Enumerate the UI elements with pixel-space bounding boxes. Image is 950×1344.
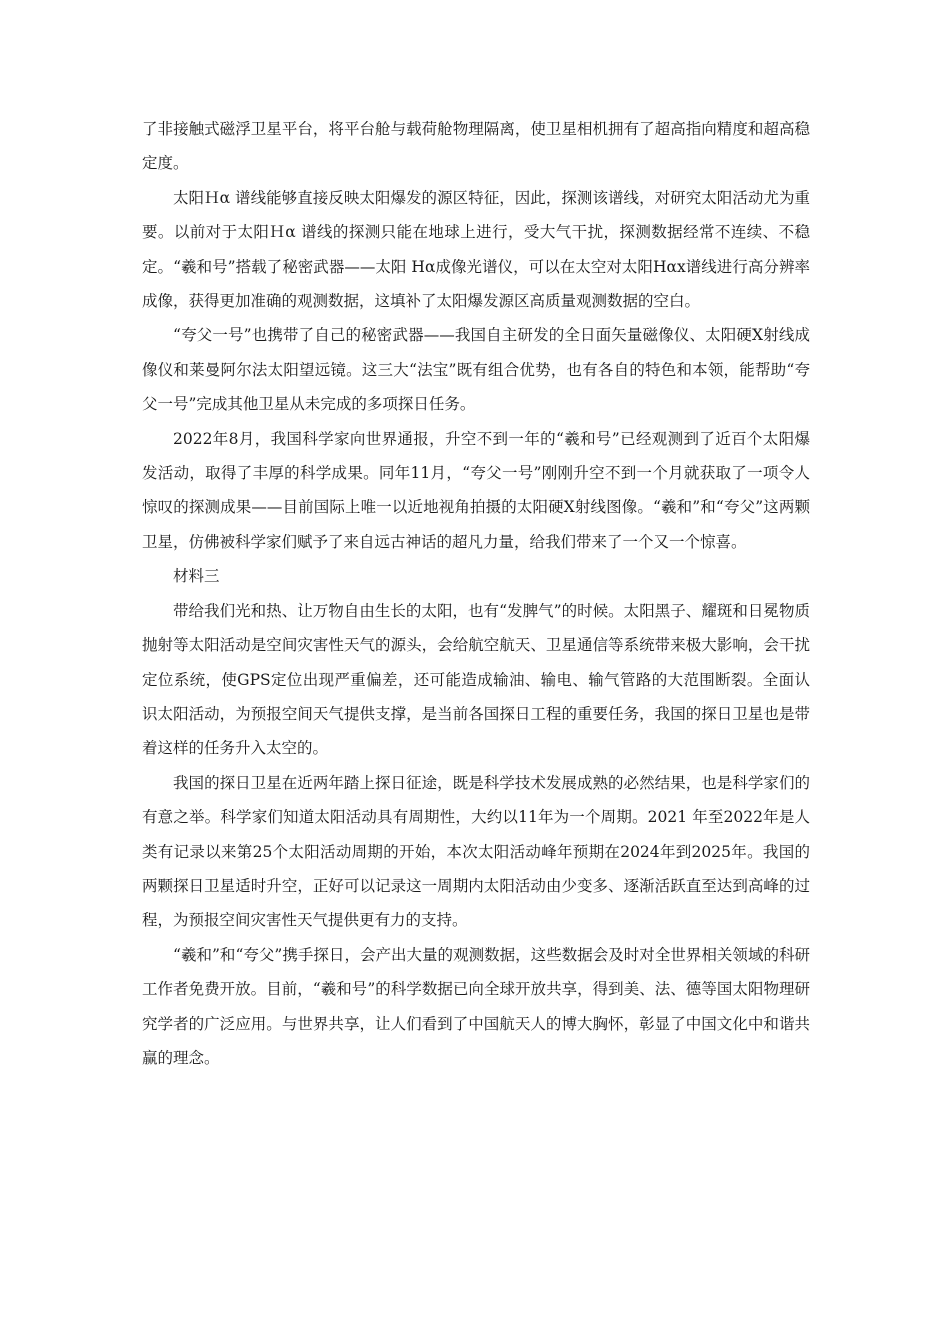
- section-heading-material-3: 材料三: [173, 567, 220, 586]
- paragraph-kuafu-weapons: “夸父一号”也携带了自己的秘密武器——我国自主研发的全日面矢量磁像仪、太阳硬X射线成像仪和莱曼阿尔法太阳望远镜。这三大“法宝”既有组合优势，也有各自的特色和本领，能帮助“夸父一号”完成其他卫星从未完成的多项探日任务。: [142, 326, 810, 414]
- paragraph-halpha: 太阳Ｈα 谱线能够直接反映太阳爆发的源区特征，因此，探测该谱线，对研究太阳活动尤为重要。以前对于太阳Ｈα 谱线的探测只能在地球上进行，受大气干扰，探测数据经常不连续、不稳定。“羲和号”搭载了秘密武器——太阳 Hα成像光谱仪，可以在太空对太阳Hαx谱线进行高分辨率成像，获得更加准确的观测数据，这填补了太阳爆发源区高质量观测数据的空白。: [142, 188, 810, 311]
- document-body: [142, 112, 810, 1075]
- paragraph-data-sharing: “羲和”和“夸父”携手探日，会产出大量的观测数据，这些数据会及时对全世界相关领域的科研工作者免费开放。目前，“羲和号”的科学数据已向全球开放共享，得到美、法、德等国太阳物理研究学者的广泛应用。与世界共享，让人们看到了中国航天人的博大胸怀，彰显了中国文化中和谐共赢的理念。: [142, 945, 810, 1067]
- paragraph-solar-cycle: 我国的探日卫星在近两年踏上探日征途，既是科学技术发展成熟的必然结果，也是科学家们的有意之举。科学家们知道太阳活动具有周期性，大约以11年为一个周期。2021 年至2022年是人类有记录以来第25个太阳活动周期的开始，本次太阳活动峰年预期在2024年到2025年。我国的两颗探日卫星适时升空，正好可以记录这一周期内太阳活动由少变多、逐渐活跃直至达到高峰的过程，为预报空间灾害性天气提供更有力的支持。: [142, 773, 810, 930]
- paragraph-continuation: 了非接触式磁浮卫星平台，将平台舱与载荷舱物理隔离，使卫星相机拥有了超高指向精度和超高稳定度。: [142, 120, 810, 173]
- paragraph-results-2022: 2022年8月，我国科学家向世界通报，升空不到一年的“羲和号”已经观测到了近百个太阳爆发活动，取得了丰厚的科学成果。同年11月，“夸父一号”刚刚升空不到一个月就获取了一项令人惊叹的探测成果——目前国际上唯一以近地视角拍摄的太阳硬X射线图像。“羲和”和“夸父”这两颗卫星，仿佛被科学家们赋予了来自远古神话的超凡力量，给我们带来了一个又一个惊喜。: [142, 429, 810, 551]
- paragraph-solar-activity: 带给我们光和热、让万物自由生长的太阳，也有“发脾气”的时候。太阳黑子、耀斑和日冕物质抛射等太阳活动是空间灾害性天气的源头，会给航空航天、卫星通信等系统带来极大影响，会干扰定位系统，使GPS定位出现严重偏差，还可能造成输油、输电、输气管路的大范围断裂。全面认识太阳活动，为预报空间天气提供支撑，是当前各国探日工程的重要任务，我国的探日卫星也是带着这样的任务升入太空的。: [142, 601, 810, 758]
